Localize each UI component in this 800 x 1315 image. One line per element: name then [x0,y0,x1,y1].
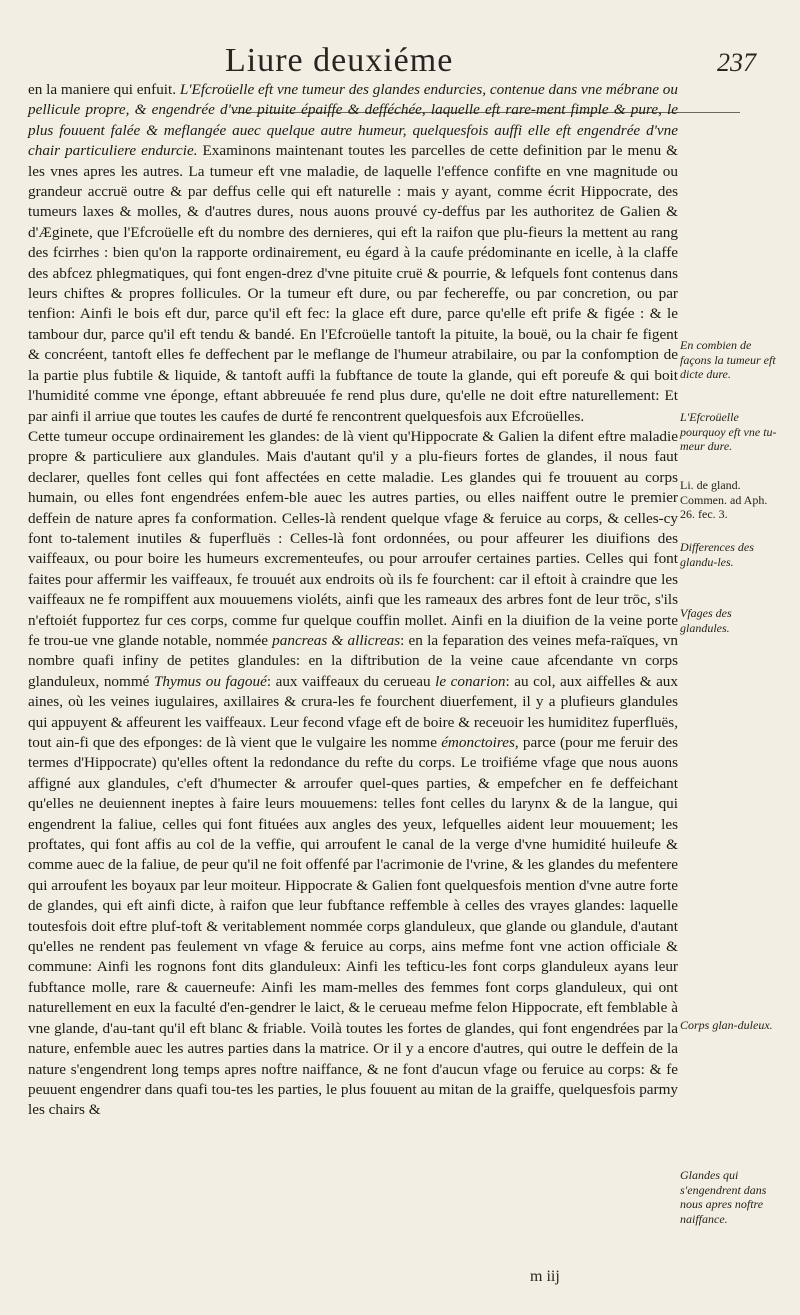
text-run: Examinons maintenant toutes les parcelles de cette definition par le menu & les vnes apres les autres. La tumeur eft vne maladie, de laquelle l'effence confifte en vne magnitude ou grandeur accruë outre & par deffus celle qui eft naturelle : mais y ayant, comme écrit Hippocrate, des tumeurs laxes & molles, & d'autres dures, nous auons prouvé cy-deffus par les authoritez de Galien & d'Æginete, que l'Efcroüelle eft du nombre des dernieres, qui eft la raifon que plu-fieurs la mettent au rang des fcirrhes : bien qu'on la rapporte ordinairement, eu égard à la caufe prédominante en icelle, à la claffe des abfcez phlegmatiques, qui font engen-drez d'vne pituite cruë & pourrie, & lefquels font contenus dans leurs chiftes & propres follicules. Or la tumeur eft dure, ou par fechereffe, ou par concretion, ou par tenfion: Ainfi le bois eft dur, parce qu'il eft fec: la glace eft dure, parce qu'elle eft prife & figée : & le tambour dur, parce qu'il eft tendu & bandé. En l'Efcroüelle tantoft la pituite, la bouë, ou la chair fe figent & concréent, tantoft elles fe deffechent par le meflange de l'humeur atrabilaire, ou par la confomption de la partie plus fubtile & liquide, & tantoft auffi la fubftance de toute la glande, qui eft poreufe & qui boit l'humidité comme vne éponge, eftant abbreuuée fe rend plus dure, qu'elle ne doit eftre naturellement: Et par ainfi il arriue que toutes les caufes de durté fe rencontrent quelquesfois aux Efcroüelles. [28,142,678,425]
margin-note-glandular-bodies: Corps glan-duleux. [680,1018,773,1032]
margin-note-differences: Differences des glandu-les. [680,540,754,569]
running-head: Liure deuxiéme [225,42,454,79]
term-conarion: le conarion [435,672,506,690]
page-number: 237 [717,48,756,77]
paragraph-definition [28,80,678,427]
signature-mark: m iij [530,1268,560,1285]
text-run: : aux vaiffeaux du cerueau [266,672,436,690]
margin-note-hardness: En combien de façons la tumeur eft dicte dure. [680,338,776,381]
text-run: en la maniere qui enfuit. [28,81,180,98]
margin-note-uses: Vfages des glandules. [680,606,732,635]
text-run: : en la feparation des veines mefa-raïques, vn nombre quafi infiny de petites glandules: en la diftribution de la veine caue afcendante vn corps glanduleux, nommé [28,631,678,690]
margin-note-why-hard: L'Efcroüelle pourquoy eft vne tu-meur dure. [680,410,777,453]
term-thymus: Thymus ou fagoué [153,672,267,690]
margin-note-reference: Li. de gland. Commen. ad Aph. 26. fec. 3. [680,478,768,521]
definition-italic: L'Efcroüelle eft vne tumeur des glandes endurcies, contenue dans vne mébrane ou pellicule propre, & engendrée d'vne pituite épaiffe & defféchée, laquelle eft rare-ment fimple & pure, le plus fouuent falée & meflangée auec quelque autre humeur, quelquesfois auffi elle eft engendrée d'vne chair particuliere endurcie. [28,81,678,160]
term-pancreas: pancreas & allicreas [272,631,401,649]
page-header [0,40,800,80]
term-emonctoires: émonctoires [441,734,515,751]
paragraph-glands [28,427,678,1121]
text-run: Cette tumeur occupe ordinairement les glandes: de là vient qu'Hippocrate & Galien la difent eftre maladie propre & particuliere aux glandules. Mais d'autant qu'il y a plu-fieurs fortes de glandes, il nous faut declarer, quelles font celles qui font affectées en cette maladie. Les glandes qui fe trouuent au corps humain, ou elles font engendrées enfem-ble auec les autres parties, ou elles naiffent outre le premier deffein de nature apres fa conformation. Celles-là rendent quelque vfage & feruice au corps, & celles-cy font to-talement inutiles & fuperfluës : Celles-là font ordonnées, ou pour affeurer les diuifions des vaiffeaux, ou pour boire les humeurs excrementeufes, ou pour arroufer certaines parties. Celles qui font faites pour affermir les vaiffeaux, fe trouuét aux endroits où ils fe fourchent: car il eftoit à craindre que les vaiffeaux ne fe rompiffent aux mouuemens violéts, ainfi que les rameaux des arbres font de leur trōc, s'ils n'eftoiét fupportez fur ces corps, comme fur quelque couffin mollet. Ainfi en la diuifion de la veine porte fe trou-ue vne glande notable, nommée [28,427,678,649]
text-run: : au col, aux aiffelles & aux aines, où les veines iugulaires, axillaires & crura-les fe fourchent diuerfement, il y a plufieurs glandules qui appuyent & affeurent les vaiffeaux. Leur fecond vfage eft de boire & receuoir les humiditez fuperfluës, tout ain-fi que des efponges: de là vient que le vulgaire les nomme [28,672,678,751]
main-text [28,80,678,1121]
text-run: , parce (pour me feruir des termes d'Hippocrate) qu'elles oftent la redondance du refte du corps. Le troifiéme vfage que nous auons affigné aux glandules, c'eft d'humecter & arroufer quel-ques parties, & empefcher en fe deffeichant qu'elles ne deuiennent ineptes à faire leurs mouuemens: telles font celles du larynx & de la langue, qui engendrent la faliue, celles qui font fituées aux angles des yeux, lefquelles aident leur mouuement; les proftates, qui font affis au col de la veffie, qui arroufent le canal de la verge d'vne humidité huileufe & comme auec de la faliue, de peur qu'il ne foit offenfé par l'acrimonie de l'vrine, & les glandes du mefentere qui arroufent les boyaux par leur moiteur. Hippocrate & Galien font quelquesfois mention d'vne autre forte de glandes, qui eft ainfi dicte, à raifon que leur fubftance reffemble à celles des vrayes glandes: laquelle toutesfois doit eftre pluf-toft & veritablement nommée corps glanduleux, que glande ou glandule, d'autant qu'elles ne rendent pas feulement vn vfage & feruice au corps, ains mefme font vne action officiale & commune: Ainfi les rognons font dits glanduleux: Ainfi les tefticu-les font corps glanduleux ayans leur fubftance molle, rare & cauerneufe: Ainfi les mam-melles des femmes font corps glanduleux, qui ont naturellement en eux la faculté d'en-gendrer le laict, & le cerueau mefme felon Hippocrate, eft femblable à vne glande, d'au-tant qu'il eft blanc & friable. Voilà toutes les fortes de glandes, qui font engendrées par la nature, enfemble auec les autres parties dans la matrice. Or il y a encore d'autres, qui outre le deffein de la nature s'engendrent long temps apres noftre naiffance, & ne font d'aucun vfage ou feruice au corps: & fe peuuent engendrer dans quafi tou-tes les parties, le plus fouuent au mitan de la graiffe, quelquesfois parmy les chairs & [28,734,678,1119]
margin-note-acquired-glands: Glandes qui s'engendrent dans nous apres noftre naiffance. [680,1168,767,1226]
